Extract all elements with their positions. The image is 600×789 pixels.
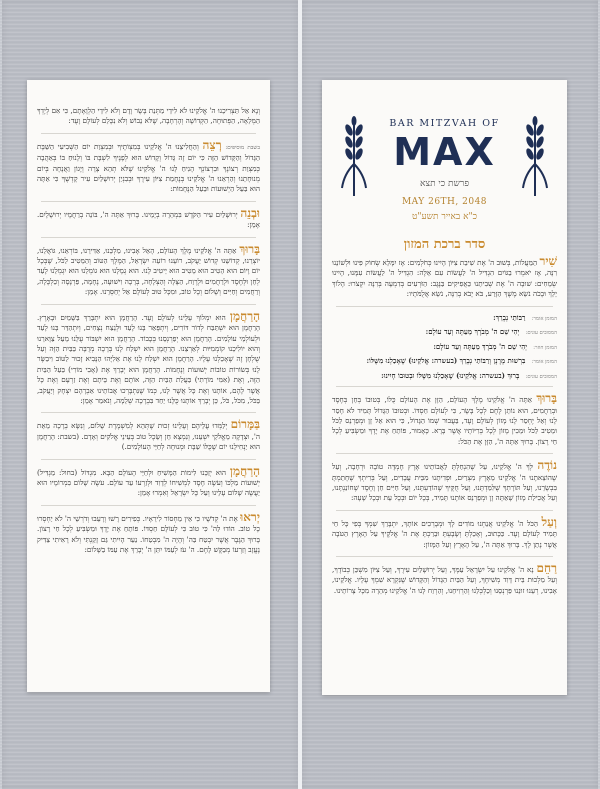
paragraph-nodeh — [332, 460, 557, 504]
zimun-response — [332, 356, 557, 368]
response-speaker: המזמן אומר: — [531, 359, 557, 366]
zimun-response — [332, 342, 557, 354]
paragraph-text: וְהַחֲלִיצֵנוּ ה' אֱלֹקֵינוּ בְּמִצְוֹתֶיךָ וּבְמִצְוַת יוֹם הַשְּׁבִיעִי הַשַּׁבָּת הַגָּדוֹל וְהַקָּדוֹשׁ הַזֶּה כִּי יוֹם זֶה גָּדוֹל וְקָדוֹשׁ הוּא לְפָנֶיךָ לִשְׁבָּת בּוֹ וְלָנוּחַ בּוֹ בְּאַהֲבָה כְּמִצְוַת רְצוֹנֶךָ וּבִרְצוֹנְךָ הָנִיחַ לָנוּ ה' אֱלֹקֵינוּ שֶׁלֹּא תְהֵא צָרָה וְיָגוֹן וַאֲנָחָה בְּיוֹם מְנוּחָתֵנוּ וְהַרְאֵנוּ ה' אֱלֹקֵינוּ בְּנֶחָמַת צִיּוֹן עִירֶךָ וּבְבִנְיַן יְרוּשָׁלַיִם עִיר קָדְשֶׁךָ כִּי אַתָּה הוּא בַּעַל הַיְשׁוּעוֹת וּבַעַל הַנֶּחָמוֹת: — [37, 141, 260, 194]
paragraph-lead-word: שִׁיר — [539, 254, 557, 268]
hebrew-date: כ"א באייר תשע"ט — [411, 212, 478, 222]
parsha-name: פרשת כי תצא — [419, 179, 470, 189]
paragraph-text: יְרוּשָׁלַיִם עִיר הַקֹּדֶשׁ בִּמְהֵרָה בְיָמֵינוּ. בָּרוּךְ אַתָּה ה', בּוֹנֵה בְרַחֲמָיו יְרוּשָׁלָיִם. אָמֵן: — [37, 209, 260, 230]
paragraph-shir — [332, 256, 557, 300]
paragraph-text: אַתָּה ה' אֱלֹקֵינוּ מֶלֶךְ הָעוֹלָם, הַזָּן אֶת הָעוֹלָם כֻּלּוֹ, בְּטוּבוֹ בְּחֵן בְּחֶסֶד וּבְרַחֲמִים, הוּא נוֹתֵן לֶחֶם לְכָל בָּשָׂר, כִּי לְעוֹלָם חַסְדּוֹ. וּבְטוּבוֹ הַגָּדוֹל תָּמִיד לֹא חָסַר לָנוּ וְאַל יֶחְסַר לָנוּ מָזוֹן לְעוֹלָם וָעֶד, בַּעֲבוּר שְׁמוֹ הַגָּדוֹל, כִּי הוּא אֵל זָן וּמְפַרְנֵס לַכֹּל וּמֵטִיב לַכֹּל וּמֵכִין מָזוֹן לְכָל בְּרִיּוֹתָיו אֲשֶׁר בָּרָא. כָּאָמוּר, פּוֹתֵחַ אֶת יָדֶךָ וּמַשְׂבִּיעַ לְכָל חַי רָצוֹן. בָּרוּךְ אַתָּה ה', הַזָּן אֶת הַכֹּל: — [332, 395, 557, 446]
zimun-response — [332, 371, 557, 383]
divider-rule — [41, 459, 256, 460]
response-text: יְהִי שֵׁם ה' מְבֹרָךְ מֵעַתָּה וְעַד עוֹלָם: — [433, 341, 528, 351]
paragraph-lead-word: נוֹדֶה — [537, 458, 557, 473]
paragraph-lead-word: הָרַחֲמָן — [229, 308, 260, 323]
response-speaker: המסובים עונים: — [525, 330, 557, 337]
paragraph-rachem — [332, 563, 557, 596]
divider-rule — [41, 201, 256, 202]
paragraph-note: בשבת מוסיפים: — [225, 144, 260, 151]
divider-rule — [41, 304, 256, 305]
paragraph-lead-word: בָּרוּךְ — [536, 391, 557, 406]
paragraph-baruch-hazan — [332, 393, 557, 447]
response-speaker: המסובים עונים: — [525, 373, 557, 380]
event-date: MAY 26TH, 2048 — [401, 197, 488, 207]
divider-rule — [41, 505, 256, 506]
paragraph-lead-word: הָרַחֲמָן — [229, 463, 260, 478]
celebrant-name: MAX — [393, 130, 496, 174]
paragraph-lead-word: וּבְנֵה — [240, 205, 260, 220]
booklet-title: סדר ברכת המזון — [403, 237, 486, 252]
paragraph-baruch — [37, 241, 260, 298]
paragraph-text: יְלַמְּדוּ עֲלֵיהֶם וְעָלֵינוּ זְכוּת שֶׁתְּהֵא לְמִשְׁמֶרֶת שָׁלוֹם, וְנִשָּׂא בְרָכָה מֵאֵת ה', וּצְדָקָה מֵאֱלֹקֵי יִשְׁעֵנוּ, וְנִמְצָא חֵן וְשֵׂכֶל טוֹב בְּעֵינֵי אֱלֹקִים וְאָדָם. (בשבת: הָרַחֲמָן הוּא יַנְחִילֵנוּ יוֹם שֶׁכֻּלּוֹ שַׁבָּת וּמְנוּחָה לְחַיֵּי הָעוֹלָמִים.) — [37, 421, 260, 452]
paragraph-text: הוּא יְזַכֵּנוּ לִימוֹת הַמָּשִׁיחַ וּלְחַיֵּי הָעוֹלָם הַבָּא. מִגְדּוֹל (בחול: מַגְדִּיל) יְשׁוּעוֹת מַלְכּוֹ וְעֹשֶׂה חֶסֶד לִמְשִׁיחוֹ לְדָוִד וּלְזַרְעוֹ עַד עוֹלָם. עֹשֶׂה שָׁלוֹם בִּמְרוֹמָיו הוּא יַעֲשֶׂה שָׁלוֹם עָלֵינוּ וְעַל כָּל יִשְׂרָאֵל וְאִמְרוּ אָמֵן: — [37, 467, 260, 498]
paragraph-harachaman-2 — [37, 463, 260, 499]
zimun-response — [332, 327, 557, 339]
response-text: יְהִי שֵׁם ה' מְבֹרָךְ מֵעַתָּה וְעַד עוֹלָם: — [425, 327, 520, 337]
divider-rule — [336, 556, 553, 557]
response-speaker: המזמן חוזר: — [533, 344, 557, 351]
paragraph-vena — [37, 106, 260, 127]
response-text: רַבּוֹתַי נְבָרֵךְ: — [493, 312, 526, 322]
paragraph-text: אַתָּה ה' אֱלֹקֵינוּ מֶלֶךְ הָעוֹלָם, הָאֵל אָבִינוּ, מַלְכֵּנוּ, אַדִּירֵנוּ, בּוֹרְאֵנוּ, גּוֹאֲלֵנוּ, יוֹצְרֵנוּ, קְדוֹשֵׁנוּ קְדוֹשׁ יַעֲקֹב, רוֹעֵנוּ רוֹעֵה יִשְׂרָאֵל, הַמֶּלֶךְ הַטּוֹב וְהַמֵּטִיב לַכֹּל, שֶׁבְּכָל יוֹם וָיוֹם הוּא הֵטִיב הוּא מֵטִיב הוּא יֵיטִיב לָנוּ. הוּא גְמָלָנוּ הוּא גוֹמְלֵנוּ הוּא יִגְמְלֵנוּ לָעַד לְחֵן וּלְחֶסֶד וּלְרַחֲמִים וּלְרֶוַח, הַצָּלָה וְהַצְלָחָה, בְּרָכָה וִישׁוּעָה, נֶחָמָה, פַּרְנָסָה וְכַלְכָּלָה, וְרַחֲמִים וְחַיִּים וְשָׁלוֹם וְכָל טוֹב, וּמִכָּל טוּב לְעוֹלָם אַל יְחַסְּרֵנוּ. אָמֵן: — [37, 245, 260, 297]
zimun-response — [332, 313, 557, 325]
paragraph-retzei — [37, 137, 260, 195]
paragraph-lead-word: בַּמָּרוֹם — [230, 417, 260, 432]
response-text: בִּרְשׁוּת מָרָנָן וְרַבּוֹתַי נְבָרֵךְ (בעשרה: אֱלֹקֵינוּ) שֶׁאָכַלְנוּ מִשֶּׁלּוֹ: — [366, 356, 526, 366]
paragraph-lead-word: וְעַל — [541, 514, 557, 529]
paragraph-lead-word: רְצֵה — [202, 137, 222, 152]
card-header — [322, 80, 567, 230]
divider-rule — [336, 306, 553, 307]
paragraph-lead-word: בָּרוּךְ — [239, 241, 260, 256]
paragraph-text: וְנָא אַל תַּצְרִיכֵנוּ ה' אֱלֹקֵינוּ לֹא לִידֵי מַתְּנַת בָּשָׂר וָדָם וְלֹא לִידֵי הַלְוָאָתָם, כִּי אִם לְיָדְךָ הַמְּלֵאָה, הַפְּתוּחָה, הַקְּדוֹשָׁה וְהָרְחָבָה, שֶׁלֹּא נֵבוֹשׁ וְלֹא נִכָּלֵם לְעוֹלָם וָעֶד: — [37, 106, 260, 126]
paragraph-text: נָא ה' אֱלֹקֵינוּ עַל יִשְׂרָאֵל עַמֶּךָ, וְעַל יְרוּשָׁלַיִם עִירֶךָ, וְעַל צִיּוֹן מִשְׁכַּן כְּבוֹדֶךָ, וְעַל מַלְכוּת בֵּית דָּוִד מְשִׁיחֶךָ, וְעַל הַבַּיִת הַגָּדוֹל וְהַקָּדוֹשׁ שֶׁנִּקְרָא שִׁמְךָ עָלָיו. אֱלֹקֵינוּ, אָבִינוּ, רְעֵנוּ זוּנֵנוּ פַּרְנְסֵנוּ וְכַלְכְּלֵנוּ וְהַרְוִיחֵנוּ, וְהַרְוַח לָנוּ ה' אֱלֹקֵינוּ מְהֵרָה מִכָּל צָרוֹתֵינוּ. — [332, 565, 557, 595]
event-kicker: BAR MITZVAH OF — [389, 118, 500, 129]
response-speaker: המזמן אומר: — [531, 315, 557, 322]
response-text: בָּרוּךְ (בעשרה: אֱלֹקֵינוּ) שֶׁאָכַלְנוּ מִשֶּׁלּוֹ וּבְטוּבוֹ חָיִינוּ: — [381, 370, 520, 380]
paragraph-text: הוּא יִמְלוֹךְ עָלֵינוּ לְעוֹלָם וָעֶד. הָרַחֲמָן הוּא יִתְבָּרַךְ בַּשָּׁמַיִם וּבָאָרֶץ. הָרַחֲמָן הוּא יִשְׁתַּבַּח לְדוֹר דּוֹרִים, וְיִתְפָּאַר בָּנוּ לָעַד וּלְנֵצַח נְצָחִים, וְיִתְהַדַּר בָּנוּ לָעַד וּלְעוֹלְמֵי עוֹלָמִים. הָרַחֲמָן הוּא יְפַרְנְסֵנוּ בְּכָבוֹד. הָרַחֲמָן הוּא יִשְׁבּוֹר עֻלֵּנוּ מֵעַל צַוָּארֵנוּ וְהוּא יוֹלִיכֵנוּ קוֹמְמִיּוּת לְאַרְצֵנוּ. הָרַחֲמָן הוּא יִשְׁלַח לָנוּ בְּרָכָה מְרֻבָּה בַּבַּיִת הַזֶּה וְעַל שֻׁלְחָן זֶה שֶׁאָכַלְנוּ עָלָיו. הָרַחֲמָן הוּא יִשְׁלַח לָנוּ אֶת אֵלִיָּהוּ הַנָּבִיא זָכוּר לַטּוֹב וִיבַשֶּׂר לָנוּ בְּשׂוֹרוֹת טוֹבוֹת יְשׁוּעוֹת וְנֶחָמוֹת. הָרַחֲמָן הוּא יְבָרֵךְ אֶת (אָבִי מוֹרִי) בַּעַל הַבַּיִת הַזֶּה, וְאֶת (אִמִּי מוֹרָתִי) בַּעֲלַת הַבַּיִת הַזֶּה, אוֹתָם וְאֶת בֵּיתָם וְאֶת זַרְעָם וְאֶת כָּל אֲשֶׁר לָהֶם, אוֹתָנוּ וְאֶת כָּל אֲשֶׁר לָנוּ, כְּמוֹ שֶׁנִּתְבָּרְכוּ אֲבוֹתֵינוּ אַבְרָהָם יִצְחָק וְיַעֲקֹב, בַּכֹּל, מִכֹּל, כֹּל, כֵּן יְבָרֵךְ אוֹתָנוּ כֻּלָּנוּ יַחַד בִּבְרָכָה שְׁלֵמָה, וְנֹאמַר אָמֵן: — [37, 312, 260, 405]
paragraph-harachaman — [37, 308, 260, 407]
divider-rule — [41, 237, 256, 238]
bencher-front-card — [322, 80, 567, 695]
paragraph-lead-word: רַחֵם — [536, 561, 557, 575]
bencher-back-card — [27, 80, 270, 692]
paragraph-text: הַכֹּל ה' אֱלֹקֵינוּ אֲנַחְנוּ מוֹדִים לָךְ וּמְבָרְכִים אוֹתָךְ, יִתְבָּרַךְ שִׁמְךָ בְּפִי כָּל חַי תָּמִיד לְעוֹלָם וָעֶד. כַּכָּתוּב, וְאָכַלְתָּ וְשָׂבָעְתָּ וּבֵרַכְתָּ אֶת ה' אֱלֹקֶיךָ עַל הָאָרֶץ הַטֹּבָה אֲשֶׁר נָתַן לָךְ. בָּרוּךְ אַתָּה ה', עַל הָאָרֶץ וְעַל הַמָּזוֹן: — [332, 518, 557, 549]
divider-rule — [41, 133, 256, 134]
divider-rule — [336, 510, 553, 511]
divider-rule — [336, 453, 553, 454]
divider-rule — [41, 412, 256, 413]
divider-rule — [336, 386, 553, 387]
paragraph-yiru — [37, 509, 260, 556]
paragraph-uvenei — [37, 205, 260, 231]
paragraph-bamarom — [37, 419, 260, 452]
paragraph-veal-hakol — [332, 514, 557, 550]
paragraph-text: הַמַּעֲלוֹת, בְּשׁוּב ה' אֶת שִׁיבַת צִיּוֹן הָיִינוּ כְּחֹלְמִים: אָז יִמָּלֵא שְׂחוֹק פִּינוּ וּלְשׁוֹנֵנוּ רִנָּה, אָז יֹאמְרוּ בַגּוֹיִם הִגְדִּיל ה' לַעֲשׂוֹת עִם אֵלֶּה: הִגְדִּיל ה' לַעֲשׂוֹת עִמָּנוּ, הָיִינוּ שְׂמֵחִים: שׁוּבָה ה' אֶת שְׁבִיתֵנוּ כַּאֲפִיקִים בַּנֶּגֶב: הַזֹּרְעִים בְּדִמְעָה בְּרִנָּה יִקְצֹרוּ: הָלוֹךְ יֵלֵךְ וּבָכֹה נֹשֵׂא מֶשֶׁךְ הַזָּרַע, בֹּא יָבֹא בְרִנָּה, נֹשֵׂא אֲלֻמֹּתָיו: — [332, 258, 557, 299]
paragraph-text: אֶת ה' קְדֹשָׁיו כִּי אֵין מַחְסוֹר לִירֵאָיו. כְּפִירִים רָשׁוּ וְרָעֵבוּ וְדֹרְשֵׁי ה' לֹא יַחְסְרוּ כָל טוֹב. הוֹדוּ לַה' כִּי טוֹב כִּי לְעוֹלָם חַסְדּוֹ. פּוֹתֵחַ אֶת יָדֶךָ וּמַשְׂבִּיעַ לְכָל חַי רָצוֹן. בָּרוּךְ הַגֶּבֶר אֲשֶׁר יִבְטַח בַּה' וְהָיָה ה' מִבְטַחוֹ. נַעַר הָיִיתִי גַּם זָקַנְתִּי וְלֹא רָאִיתִי צַדִּיק נֶעֱזָב וְזַרְעוֹ מְבַקֶּשׁ לָחֶם. ה' עֹז לְעַמּוֹ יִתֵּן ה' יְבָרֵךְ אֶת עַמּוֹ בַשָּׁלוֹם: — [37, 513, 260, 554]
paragraph-text: לְּךָ ה' אֱלֹקֵינוּ, עַל שֶׁהִנְחַלְתָּ לַאֲבוֹתֵינוּ אֶרֶץ חֶמְדָּה טוֹבָה וּרְחָבָה, וְעַל שֶׁהוֹצֵאתָנוּ ה' אֱלֹקֵינוּ מֵאֶרֶץ מִצְרַיִם, וּפְדִיתָנוּ מִבֵּית עֲבָדִים, וְעַל בְּרִיתְךָ שֶׁחָתַמְתָּ בִּבְשָׂרֵנוּ, וְעַל תּוֹרָתְךָ שֶׁלִּמַּדְתָּנוּ, וְעַל חֻקֶּיךָ שֶׁהוֹדַעְתָּנוּ, וְעַל חַיִּים חֵן וָחֶסֶד שֶׁחוֹנַנְתָּנוּ, וְעַל אֲכִילַת מָזוֹן שָׁאַתָּה זָן וּמְפַרְנֵס אוֹתָנוּ תָּמִיד, בְּכָל יוֹם וּבְכָל עֵת וּבְכָל שָׁעָה: — [332, 462, 557, 503]
paragraph-lead-word: יְראוּ — [240, 509, 260, 524]
